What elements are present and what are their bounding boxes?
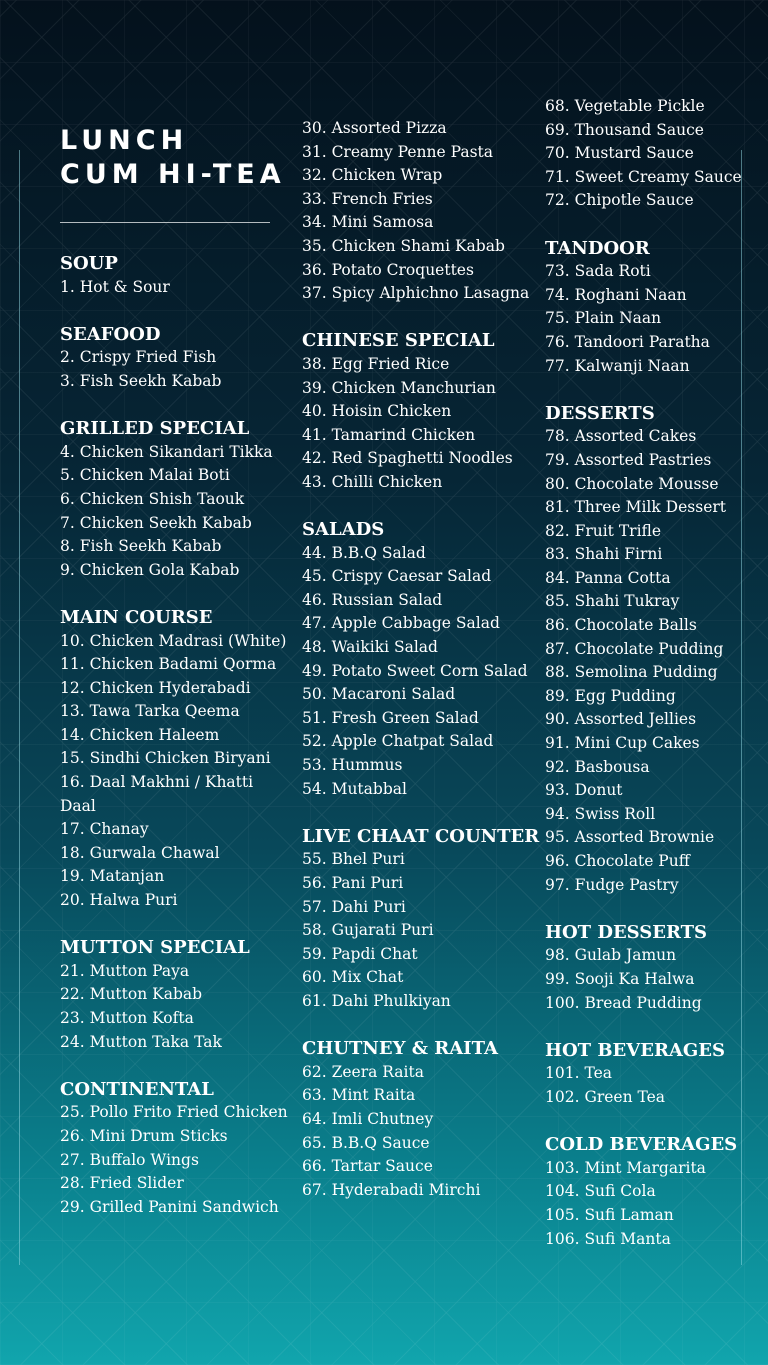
menu-section — [60, 252, 290, 299]
menu-item: 51. Fresh Green Salad — [302, 708, 479, 727]
menu-item: 61. Dahi Phulkiyan — [302, 991, 451, 1010]
menu-item: 55. Bhel Puri — [302, 850, 405, 869]
menu-item: 85. Shahi Tukray — [545, 592, 680, 611]
menu-section — [545, 237, 745, 379]
menu-item: 34. Mini Samosa — [302, 213, 434, 232]
menu-item: 84. Panna Cotta — [545, 568, 671, 587]
menu-item: 47. Apple Cabbage Salad — [302, 614, 500, 633]
menu-item: 79. Assorted Pastries — [545, 450, 712, 469]
menu-item: 99. Sooji Ka Halwa — [545, 969, 695, 988]
menu-item: 15. Sindhi Chicken Biryani — [60, 749, 271, 768]
section-heading: CONTINENTAL — [60, 1078, 214, 1100]
section-heading: LIVE CHAAT COUNTER — [302, 825, 540, 847]
menu-item: 12. Chicken Hyderabadi — [60, 678, 251, 697]
menu-item: 93. Donut — [545, 781, 623, 800]
menu-item: 31. Creamy Penne Pasta — [302, 142, 494, 161]
menu-item: 49. Potato Sweet Corn Salad — [302, 661, 528, 680]
menu-section — [545, 1133, 745, 1251]
menu-item: 66. Tartar Sauce — [302, 1157, 433, 1176]
menu-item: 7. Chicken Seekh Kabab — [60, 513, 252, 532]
section-heading: HOT BEVERAGES — [545, 1039, 725, 1061]
menu-item: 75. Plain Naan — [545, 309, 662, 328]
section-heading: SEAFOOD — [60, 323, 161, 345]
menu-item: 42. Red Spaghetti Noodles — [302, 449, 513, 468]
menu-item: 72. Chipotle Sauce — [545, 191, 694, 210]
menu-item: 91. Mini Cup Cakes — [545, 734, 700, 753]
menu-item: 19. Matanjan — [60, 867, 165, 886]
menu-item: 92. Basbousa — [545, 757, 650, 776]
menu-item: 74. Roghani Naan — [545, 285, 687, 304]
menu-item: 28. Fried Slider — [60, 1174, 184, 1193]
menu-item: 54. Mutabbal — [302, 779, 407, 798]
menu-item: 37. Spicy Alphichno Lasagna — [302, 284, 530, 303]
menu-item: 52. Apple Chatpat Salad — [302, 732, 494, 751]
section-heading: GRILLED SPECIAL — [60, 418, 250, 440]
menu-item: 32. Chicken Wrap — [302, 166, 443, 185]
menu-item: 39. Chicken Manchurian — [302, 378, 496, 397]
menu-item: 103. Mint Margarita — [545, 1158, 706, 1177]
menu-item: 48. Waikiki Salad — [302, 638, 438, 657]
menu-item: 97. Fudge Pastry — [545, 875, 679, 894]
menu-item: 89. Egg Pudding — [545, 686, 676, 705]
section-heading: CHUTNEY & RAITA — [302, 1038, 498, 1060]
menu-section — [60, 323, 290, 394]
menu-item: 65. B.B.Q Sauce — [302, 1133, 430, 1152]
menu-section — [545, 402, 745, 897]
menu-item: 26. Mini Drum Sticks — [60, 1126, 228, 1145]
menu-item: 17. Chanay — [60, 820, 149, 839]
menu-item: 100. Bread Pudding — [545, 993, 702, 1012]
menu-item: 83. Shahi Firni — [545, 545, 663, 564]
menu-item: 6. Chicken Shish Taouk — [60, 489, 245, 508]
menu-section — [545, 95, 745, 213]
menu-section — [60, 1078, 290, 1220]
menu-item: 73. Sada Roti — [545, 262, 651, 281]
menu-item: 30. Assorted Pizza — [302, 119, 447, 137]
menu-section — [545, 1039, 745, 1110]
menu-item: 22. Mutton Kabab — [60, 985, 203, 1004]
menu-item: 82. Fruit Trifle — [545, 521, 662, 540]
menu-item: 76. Tandoori Paratha — [545, 332, 710, 351]
menu-item: 59. Papdi Chat — [302, 944, 418, 963]
menu-item: 43. Chilli Chicken — [302, 472, 443, 491]
menu-item: 90. Assorted Jellies — [545, 710, 697, 729]
frame-line-left — [19, 150, 20, 1265]
menu-item: 5. Chicken Malai Boti — [60, 466, 230, 485]
menu-item: 21. Mutton Paya — [60, 961, 190, 980]
menu-item: 58. Gujarati Puri — [302, 921, 434, 940]
menu-item: 46. Russian Salad — [302, 590, 443, 609]
section-heading: MUTTON SPECIAL — [60, 937, 250, 959]
section-heading: DESSERTS — [545, 402, 655, 424]
menu-item: 102. Green Tea — [545, 1087, 666, 1106]
title-line-1: LUNCH — [60, 125, 189, 156]
menu-section — [545, 921, 745, 1015]
menu-item: 94. Swiss Roll — [545, 804, 656, 823]
menu-item: 9. Chicken Gola Kabab — [60, 560, 240, 579]
menu-item: 53. Hummus — [302, 756, 403, 775]
menu-title — [60, 124, 286, 192]
menu-section — [302, 1037, 532, 1202]
menu-item: 96. Chocolate Puff — [545, 852, 690, 870]
menu-item: 62. Zeera Raita — [302, 1062, 424, 1081]
menu-item: 1. Hot & Sour — [60, 277, 170, 296]
section-heading: MAIN COURSE — [60, 606, 213, 628]
menu-section — [302, 825, 540, 1014]
section-heading: COLD BEVERAGES — [545, 1134, 738, 1156]
section-heading: SOUP — [60, 253, 118, 274]
menu-item: 67. Hyderabadi Mirchi — [302, 1180, 481, 1199]
menu-item: 27. Buffalo Wings — [60, 1150, 199, 1169]
menu-item: 69. Thousand Sauce — [545, 120, 704, 139]
menu-item: 68. Vegetable Pickle — [545, 97, 705, 115]
menu-column-2 — [302, 117, 540, 1226]
menu-item: 25. Pollo Frito Fried Chicken — [60, 1103, 288, 1122]
menu-item: 77. Kalwanji Naan — [545, 356, 690, 375]
menu-item: 14. Chicken Haleem — [60, 725, 220, 744]
menu-item: 70. Mustard Sauce — [545, 144, 694, 163]
menu-item: 50. Macaroni Salad — [302, 685, 456, 704]
menu-item: 13. Tawa Tarka Qeema — [60, 702, 240, 721]
menu-item: 105. Sufi Laman — [545, 1205, 674, 1224]
title-line-2: CUM HI-TEA — [60, 159, 286, 190]
menu-item: 2. Crispy Fried Fish — [60, 348, 217, 367]
menu-item: 24. Mutton Taka Tak — [60, 1032, 222, 1051]
menu-item: 35. Chicken Shami Kabab — [302, 236, 505, 255]
menu-item: 33. French Fries — [302, 189, 433, 208]
menu-item: 16. Daal Makhni / Khatti Daal — [60, 773, 254, 815]
section-heading: CHINESE SPECIAL — [302, 330, 495, 352]
menu-item: 78. Assorted Cakes — [545, 427, 697, 446]
menu-item: 104. Sufi Cola — [545, 1182, 656, 1201]
menu-item: 80. Chocolate Mousse — [545, 474, 719, 493]
menu-item: 44. B.B.Q Salad — [302, 543, 426, 562]
menu-column-1 — [60, 252, 290, 1243]
menu-section — [302, 329, 532, 494]
menu-item: 18. Gurwala Chawal — [60, 843, 220, 862]
menu-item: 88. Semolina Pudding — [545, 663, 718, 682]
menu-item: 36. Potato Croquettes — [302, 260, 474, 279]
menu-item: 40. Hoisin Chicken — [302, 402, 452, 421]
title-divider — [60, 222, 270, 223]
section-heading: HOT DESSERTS — [545, 921, 708, 943]
menu-item: 86. Chocolate Balls — [545, 616, 697, 635]
menu-item: 20. Halwa Puri — [60, 891, 178, 910]
menu-item: 8. Fish Seekh Kabab — [60, 537, 222, 556]
section-heading: TANDOOR — [545, 237, 650, 259]
menu-item: 60. Mix Chat — [302, 968, 404, 987]
menu-item: 101. Tea — [545, 1064, 612, 1083]
menu-item: 29. Grilled Panini Sandwich — [60, 1197, 279, 1216]
menu-item: 11. Chicken Badami Qorma — [60, 655, 277, 674]
menu-item: 10. Chicken Madrasi (White) — [60, 631, 287, 650]
menu-item: 64. Imli Chutney — [302, 1109, 434, 1128]
menu-section — [302, 117, 532, 306]
menu-section — [60, 936, 290, 1054]
menu-item: 95. Assorted Brownie — [545, 828, 715, 847]
menu-section — [60, 606, 290, 913]
menu-item: 45. Crispy Caesar Salad — [302, 567, 492, 586]
menu-item: 63. Mint Raita — [302, 1086, 416, 1105]
menu-column-3 — [545, 95, 745, 1275]
menu-item: 98. Gulab Jamun — [545, 946, 677, 965]
menu-item: 57. Dahi Puri — [302, 897, 406, 916]
menu-item: 38. Egg Fried Rice — [302, 354, 450, 373]
menu-item: 81. Three Milk Dessert — [545, 498, 727, 517]
section-heading: SALADS — [302, 519, 385, 541]
menu-item: 106. Sufi Manta — [545, 1229, 671, 1248]
menu-item: 23. Mutton Kofta — [60, 1009, 194, 1027]
menu-item: 87. Chocolate Pudding — [545, 639, 724, 658]
menu-section — [60, 417, 290, 582]
menu-item: 3. Fish Seekh Kabab — [60, 371, 222, 390]
menu-item: 4. Chicken Sikandari Tikka — [60, 442, 273, 461]
menu-item: 41. Tamarind Chicken — [302, 425, 476, 444]
menu-item: 56. Pani Puri — [302, 874, 404, 892]
menu-section — [302, 518, 532, 801]
menu-item: 71. Sweet Creamy Sauce — [545, 167, 742, 186]
